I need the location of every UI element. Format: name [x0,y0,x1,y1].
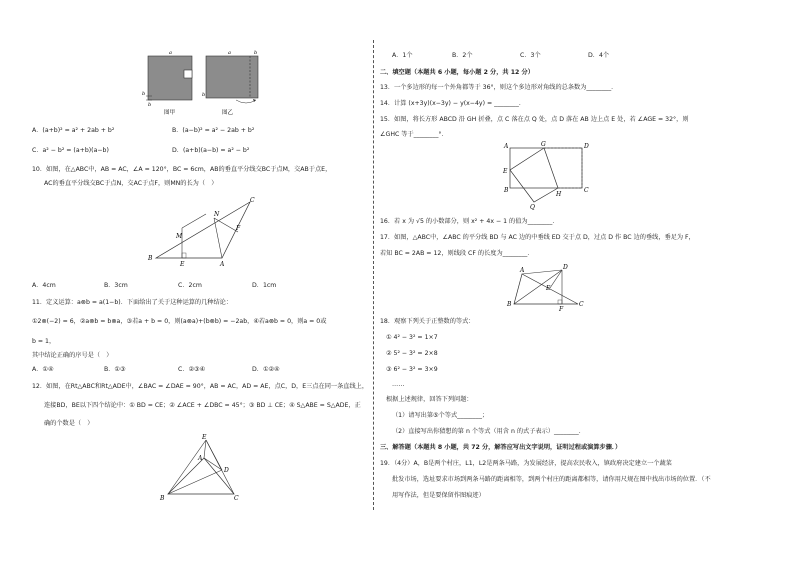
q10-label-f: F [236,225,241,232]
q18-text: 18．观察下列关于正整数的等式： [380,318,475,325]
fig9-label-b1: b [142,91,146,97]
q9-option-a[interactable]: A．(a+b)² = a² + 2ab + b² [32,127,115,134]
q18-item-2: ② 5² − 3² = 2×8 [386,350,438,357]
fig15-label-d: D [584,143,589,150]
fig17-label-c: C [579,301,584,308]
q9-option-b[interactable]: B．(a−b)² = a² − 2ab + b² [172,127,255,134]
square-b-cut [184,70,192,78]
section-2-heading: 二、填空题（本题共 6 小题，每小题 2 分，共 12 分） [380,69,534,76]
fig9-label-b3: b [148,102,152,108]
q10-label-m: M [176,233,183,240]
q12-label-d: D [224,467,229,474]
q11-option-a[interactable]: A．①④ [32,366,54,373]
q10-label-a: A [220,261,225,268]
fig17-label-a: A [520,267,525,274]
q17-text-line2: 若知 BC = 2AB = 12，则线段 CF 的长度为________． [380,250,534,257]
q10-label-e: E [180,261,185,268]
q14-text: 14．计算 (x+3y)(x−3y) − y(x−4y) = ________． [380,100,526,107]
q10-label-n: N [214,211,220,218]
q12-label-b: B [160,495,165,502]
q10-text-line2: AC的垂直平分线交BC于点N，交AC于点F，则MN的长为（ ） [44,180,218,187]
q18-sub1: （1）请写出第⑤个等式________； [392,412,489,419]
q11-text-line3: b = 1， [32,338,56,345]
fig9-label-a1: a [169,50,172,56]
q10-text-line1: 10．如图，在△ABC中，AB = AC，∠A = 120°，BC = 6cm，AB的垂直平分线交BC于点M，交AB于点E， [32,166,332,173]
q10-figure [142,196,262,268]
q18-ellipsis: …… [392,381,405,388]
section-3-heading: 三、解答题（本题共 8 小题，共 72 分，解答应写出文字说明，证明过程或演算步骤．） [380,444,622,451]
fig17-label-f: F [559,306,564,312]
fig9-label-a2: a [228,50,231,56]
fig15-label-q: Q [530,204,535,210]
fig9-label-b4: b [202,92,206,98]
fig9-label-b2: b [254,50,258,56]
q15-text-line2: ∠GHC 等于________°． [380,131,448,138]
q12-option-b[interactable]: B．2个 [452,52,473,59]
q18-rule: 根据上述规律，回答下列问题： [386,396,473,403]
q12-option-c[interactable]: C．3个 [520,52,541,59]
q12-text-line3: 确的个数是（ ） [44,420,94,427]
q12-label-a: A [198,455,203,462]
q12-label-c: C [234,495,239,502]
q9-option-d[interactable]: D．(a+b)(a−b) = a² − b² [172,147,250,154]
fig9-caption-1: 图甲 [164,110,176,116]
column-divider [373,40,374,510]
fig15-label-c: C [584,187,589,194]
q19-text-line3: 用写作法，但是要保留作图痕迹） [392,492,485,499]
q17-text-line1: 17．如图，△ABC中，∠ABC 的平分线 BD 与 AC 边的中垂线 ED 交于点 D，过点 D 作 BC 边的垂线，垂足为 F， [380,234,695,241]
fig9-caption-2: 图乙 [222,110,234,116]
q13-text: 13．一个多边形的每一个外角都等于 36°，则这个多边形对角线的总条数为________． [380,84,618,91]
q12-figure [158,432,248,504]
q10-label-c: C [250,197,255,204]
q12-label-e: E [202,434,207,441]
q11-option-d[interactable]: D．①②④ [252,366,280,373]
q12-text-line1: 12．如图，在Rt△ABC和Rt△ADE中，∠BAC = ∠DAE = 90°，AB = AC，AD = AE，点C，D，E三点在同一条直线上， [32,383,369,390]
q11-text-line1: 11．定义运算：a⊗b = a(1−b)．下面给出了关于这种运算的几种结论： [32,299,233,306]
fig17-label-b: B [507,301,512,308]
fig15-label-e: E [503,168,508,175]
q10-label-b: B [148,255,153,262]
q17-figure [506,262,586,312]
q11-text-line2: ①2⊗(−2) = 6，②a⊗b = b⊗a，③若a + b = 0，则(a⊗a)+(b⊗b) = −2ab，④若a⊗b = 0，则a = 0或 [32,318,327,325]
fig15-label-h: H [556,191,562,198]
q10-option-a[interactable]: A．4cm [32,282,56,289]
q12-option-d[interactable]: D．4个 [588,52,610,59]
q11-option-b[interactable]: B．①③ [104,366,126,373]
q9-figure [140,48,270,120]
q12-option-a[interactable]: A．1个 [392,52,413,59]
fig17-label-d: D [563,264,568,271]
q10-option-c[interactable]: C．2cm [178,282,202,289]
fig15-label-a: A [504,143,509,150]
q18-item-1: ① 4² − 3² = 1×7 [386,334,438,341]
fig15-label-g: G [541,141,546,148]
q19-text-line2: 批发市场，选址要求市场到两条马路的距离相等，到两个村庄的距离都相等，请你用尺规在图中找出市场的位置．（不 [392,476,711,483]
q15-figure [500,140,596,210]
q10-option-d[interactable]: D．1cm [252,282,277,289]
q11-text-line4: 其中结论正确的序号是（ ） [32,352,113,359]
q18-item-3: ③ 6² − 3² = 3×9 [386,366,438,373]
q11-option-c[interactable]: C．②③④ [178,366,206,373]
fig15-label-b: B [504,187,509,194]
q16-text: 16．若 x 为 √5 的小数部分，则 x² + 4x − 1 的值为________． [380,218,559,225]
q15-text-line1: 15．如图，将长方形 ABCD 沿 GH 折叠，点 C 落在点 Q 处，点 D 落在 AB 边上点 E 处，若 ∠AGE = 32°，则 [380,116,689,123]
q18-sub2: （2）直接写出你猜想的第 n 个等式（用含 n 的式子表示）________． [392,428,585,435]
fig17-label-e: E [546,285,551,292]
q10-option-b[interactable]: B．3cm [104,282,128,289]
q9-option-c[interactable]: C．a² − b² = (a+b)(a−b) [32,147,109,154]
q12-text-line2: 连接BD，BE以下四个结论中：① BD = CE；② ∠ACE + ∠DBC = 45°；③ BD ⊥ CE；④ S△ABE = S△ADE，正 [44,402,361,409]
q19-text-line1: 19．（4分）A，B是两个村庄，L1，L2是两条马路，为发展经济，提高农民收入，镇政府决定建立一个蔬菜 [380,460,672,467]
